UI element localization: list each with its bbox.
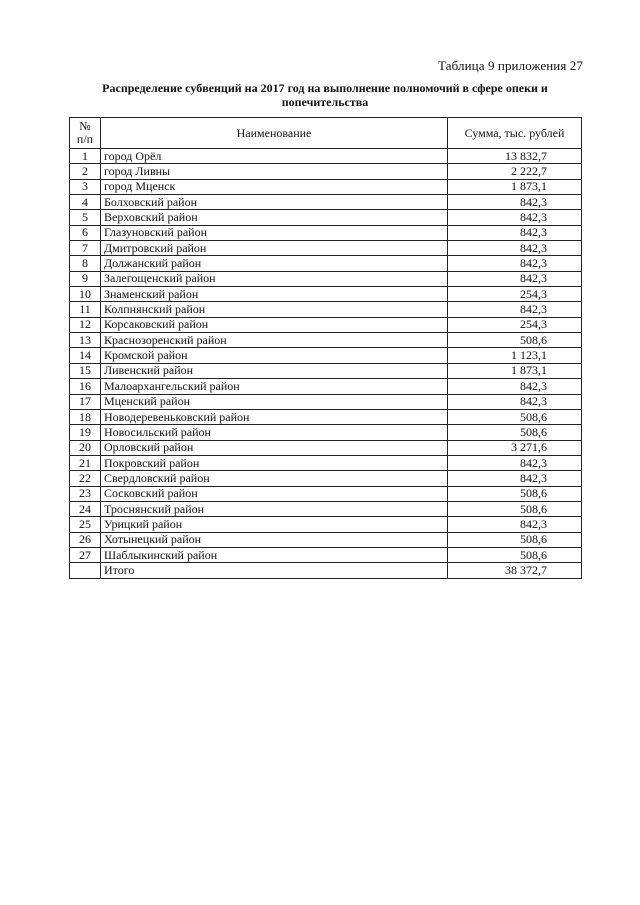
row-sum: 508,6 (448, 547, 582, 562)
row-number: 1 (70, 149, 101, 164)
table-row (70, 225, 582, 240)
row-number: 2 (70, 164, 101, 179)
row-sum: 508,6 (448, 425, 582, 440)
row-name: Должанский район (101, 256, 448, 271)
row-sum: 508,6 (448, 532, 582, 547)
row-name: Малоархангельский район (101, 379, 448, 394)
row-sum: 842,3 (448, 471, 582, 486)
table-row (70, 179, 582, 194)
row-number: 8 (70, 256, 101, 271)
table-row (70, 287, 582, 302)
row-name: Мценский район (101, 394, 448, 409)
row-name: Новодеревеньковский район (101, 409, 448, 424)
table-row (70, 271, 582, 286)
row-name: Орловский район (101, 440, 448, 455)
row-sum: 2 222,7 (448, 164, 582, 179)
row-number: 24 (70, 501, 101, 516)
table-row (70, 532, 582, 547)
row-sum: 842,3 (448, 256, 582, 271)
row-name: Покровский район (101, 455, 448, 470)
row-name: Корсаковский район (101, 317, 448, 332)
row-number: 4 (70, 195, 101, 210)
row-sum: 842,3 (448, 517, 582, 532)
row-sum: 254,3 (448, 317, 582, 332)
header-number: № п/п (70, 118, 101, 149)
table-row (70, 409, 582, 424)
row-sum: 1 873,1 (448, 179, 582, 194)
row-number: 20 (70, 440, 101, 455)
table-row (70, 149, 582, 164)
row-number: 21 (70, 455, 101, 470)
table-row (70, 471, 582, 486)
table-header-row (70, 118, 582, 149)
row-number: 9 (70, 271, 101, 286)
table-row (70, 501, 582, 516)
row-number: 6 (70, 225, 101, 240)
row-sum: 842,3 (448, 241, 582, 256)
row-name: Кромской район (101, 348, 448, 363)
row-number: 26 (70, 532, 101, 547)
row-number: 12 (70, 317, 101, 332)
row-sum: 13 832,7 (448, 149, 582, 164)
table-row (70, 333, 582, 348)
row-number: 23 (70, 486, 101, 501)
row-sum: 842,3 (448, 195, 582, 210)
total-label: Итого (101, 563, 448, 578)
table-row (70, 317, 582, 332)
row-name: город Ливны (101, 164, 448, 179)
row-name: Верховский район (101, 210, 448, 225)
row-sum: 508,6 (448, 486, 582, 501)
row-name: Хотынецкий район (101, 532, 448, 547)
row-sum: 508,6 (448, 501, 582, 516)
table-row (70, 455, 582, 470)
header-sum: Сумма, тыс. рублей (448, 118, 582, 149)
appendix-reference: Таблица 9 приложения 27 (438, 58, 583, 73)
table-row (70, 394, 582, 409)
row-name: Болховский район (101, 195, 448, 210)
row-number: 15 (70, 363, 101, 378)
row-number: 7 (70, 241, 101, 256)
row-number: 3 (70, 179, 101, 194)
row-name: Глазуновский район (101, 225, 448, 240)
table-row (70, 195, 582, 210)
row-number: 18 (70, 409, 101, 424)
subvention-table (69, 117, 582, 579)
row-number: 25 (70, 517, 101, 532)
table-header (70, 118, 582, 149)
table-row (70, 363, 582, 378)
table-row (70, 348, 582, 363)
row-name: Сосковский район (101, 486, 448, 501)
row-sum: 842,3 (448, 455, 582, 470)
row-name: Свердловский район (101, 471, 448, 486)
table-row (70, 440, 582, 455)
table-row (70, 256, 582, 271)
row-sum: 842,3 (448, 394, 582, 409)
row-sum: 1 123,1 (448, 348, 582, 363)
row-sum: 3 271,6 (448, 440, 582, 455)
row-name: Шаблыкинский район (101, 547, 448, 562)
table-row (70, 425, 582, 440)
total-row (70, 563, 582, 578)
row-number: 16 (70, 379, 101, 394)
row-name: Троснянский район (101, 501, 448, 516)
table-row (70, 164, 582, 179)
row-name: город Мценск (101, 179, 448, 194)
row-number: 14 (70, 348, 101, 363)
row-name: Краснозоренский район (101, 333, 448, 348)
table-row (70, 210, 582, 225)
row-sum: 508,6 (448, 409, 582, 424)
row-sum: 508,6 (448, 333, 582, 348)
row-number: 5 (70, 210, 101, 225)
row-number: 13 (70, 333, 101, 348)
header-name: Наименование (101, 118, 448, 149)
row-number: 10 (70, 287, 101, 302)
row-sum: 1 873,1 (448, 363, 582, 378)
row-name: Дмитровский район (101, 241, 448, 256)
row-sum: 842,3 (448, 302, 582, 317)
row-name: Колпнянский район (101, 302, 448, 317)
document-title: Распределение субвенций на 2017 год на выполнение полномочий в сфере опеки и попечительства (102, 81, 548, 109)
row-number: 11 (70, 302, 101, 317)
total-sum: 38 372,7 (448, 563, 582, 578)
table-body (70, 149, 582, 579)
row-name: Урицкий район (101, 517, 448, 532)
row-sum: 254,3 (448, 287, 582, 302)
row-name: Залегощенский район (101, 271, 448, 286)
table-row (70, 302, 582, 317)
row-number: 22 (70, 471, 101, 486)
row-number: 17 (70, 394, 101, 409)
total-number-cell (70, 563, 101, 578)
table-row (70, 241, 582, 256)
table-row (70, 486, 582, 501)
row-sum: 842,3 (448, 210, 582, 225)
row-number: 19 (70, 425, 101, 440)
row-name: город Орёл (101, 149, 448, 164)
row-sum: 842,3 (448, 379, 582, 394)
row-sum: 842,3 (448, 225, 582, 240)
row-name: Ливенский район (101, 363, 448, 378)
row-name: Новосильский район (101, 425, 448, 440)
row-sum: 842,3 (448, 271, 582, 286)
table-row (70, 547, 582, 562)
row-name: Знаменский район (101, 287, 448, 302)
table-row (70, 379, 582, 394)
table-row (70, 517, 582, 532)
row-number: 27 (70, 547, 101, 562)
